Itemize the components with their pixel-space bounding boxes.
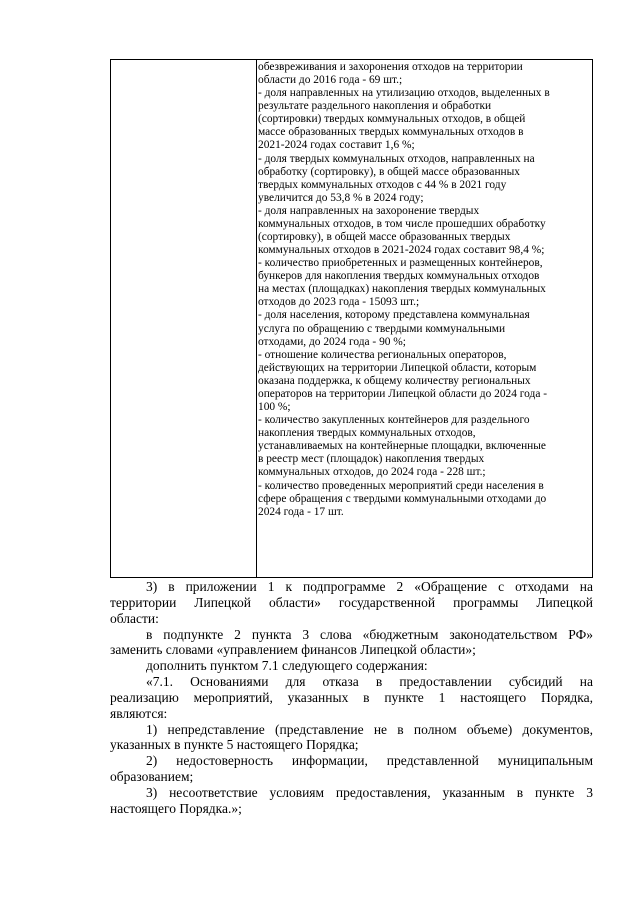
table-line: твердых коммунальных отходов с 44 % в 2021 году (258, 178, 507, 191)
table-line: (сортировку), в общей массе образованных твердых (258, 231, 511, 244)
paragraph-line: образованием; (110, 769, 194, 785)
table-line: коммунальных отходов, в том числе прошедших обработку (258, 217, 546, 230)
table-line: устанавливаемых на контейнерные площадки, включенные (258, 440, 546, 453)
table-line: действующих на территории Липецкой области, которым (258, 361, 537, 374)
paragraph-line: территории Липецкой области» государственной программы Липецкой (110, 594, 593, 610)
paragraph-line: указанных в пункте 5 настоящего Порядка; (110, 737, 359, 753)
table-line: коммунальных отходов в 2021-2024 годах составит 98,4 %; (258, 244, 545, 257)
paragraph-line: 2) недостоверность информации, представленной муниципальным (146, 753, 593, 769)
table-line: - отношение количества региональных операторов, (258, 348, 507, 361)
paragraph-line: 3) в приложении 1 к подпрограмме 2 «Обращение с отходами на (146, 579, 593, 594)
table-line: отходами, до 2024 года - 90 %; (258, 335, 406, 348)
table-line: - доля населения, которому представлена коммунальная (258, 309, 530, 322)
table-line: сфере обращения с твердыми коммунальными отходами до (258, 492, 547, 505)
paragraph-line: 1) непредставление (представление не в полном объеме) документов, (146, 721, 593, 737)
table-line: (сортировки) твердых коммунальных отходов, в общей (258, 113, 526, 126)
table-line: на местах (площадках) накопления твердых коммунальных (258, 283, 546, 296)
paragraph-line: настоящего Порядка.»; (110, 800, 242, 816)
table-line: 100 %; (258, 401, 291, 414)
table-line: 2024 года - 17 шт. (258, 505, 344, 518)
paragraph-line: в подпункте 2 пункта 3 слова «бюджетным законодательством РФ» (146, 626, 593, 642)
table-line: обработку (сортировку), в общей массе образованных (258, 165, 520, 178)
table-line: бункеров для накопления твердых коммунальных отходов (258, 270, 540, 283)
paragraph-line: 3) несоответствие условиям предоставления, указанным в пункте 3 (146, 784, 593, 800)
table-line: отходов до 2023 года - 15093 шт.; (258, 296, 420, 309)
document-body (110, 579, 593, 817)
table-line: - количество проведенных мероприятий среди населения в (258, 479, 544, 492)
table-line: - количество закупленных контейнеров для раздельного (258, 414, 530, 427)
table-line: обезвреживания и захоронения отходов на территории (258, 61, 523, 73)
table-line: результате раздельного накопления и обработки (258, 100, 492, 113)
table-line: операторов на территории Липецкой области до 2024 года - (258, 387, 548, 400)
table-column-divider (256, 60, 257, 577)
table-line: 2021-2024 годах составит 1,6 %; (258, 139, 415, 152)
table-line: услуга по обращению с твердыми коммунальными (258, 322, 506, 335)
table-line: увеличится до 53,8 % в 2024 году; (258, 191, 424, 204)
table-right-cell (258, 61, 590, 519)
table-line: - количество приобретенных и размещенных контейнеров, (258, 257, 543, 270)
table-line: - доля направленных на захоронение твердых (258, 204, 480, 217)
paragraph-line: «7.1. Основаниями для отказа в предоставлении субсидий на (146, 674, 593, 690)
table-line: в реестр мест (площадок) накопления твердых (258, 453, 485, 466)
paragraph-line: области: (110, 610, 159, 626)
indicators-table (110, 59, 593, 578)
table-line: массе образованных твердых коммунальных отходов в (258, 126, 524, 139)
table-line: - доля направленных на утилизацию отходов, выделенных в (258, 87, 550, 100)
table-line: коммунальных отходов, до 2024 года - 228 шт.; (258, 466, 486, 479)
paragraph-line: заменить словами «управлением финансов Липецкой области»; (110, 642, 476, 658)
table-line: оказана поддержка, к общему количеству региональных (258, 374, 531, 387)
paragraph-line: являются: (110, 705, 168, 721)
paragraph-line: дополнить пунктом 7.1 следующего содержания: (146, 658, 428, 674)
table-line: области до 2016 года - 69 шт.; (258, 74, 403, 87)
paragraph-line: реализацию мероприятий, указанных в пункте 1 настоящего Порядка, (110, 689, 593, 705)
table-line: - доля твердых коммунальных отходов, направленных на (258, 152, 535, 165)
table-line: накопления твердых коммунальных отходов, (258, 427, 476, 440)
